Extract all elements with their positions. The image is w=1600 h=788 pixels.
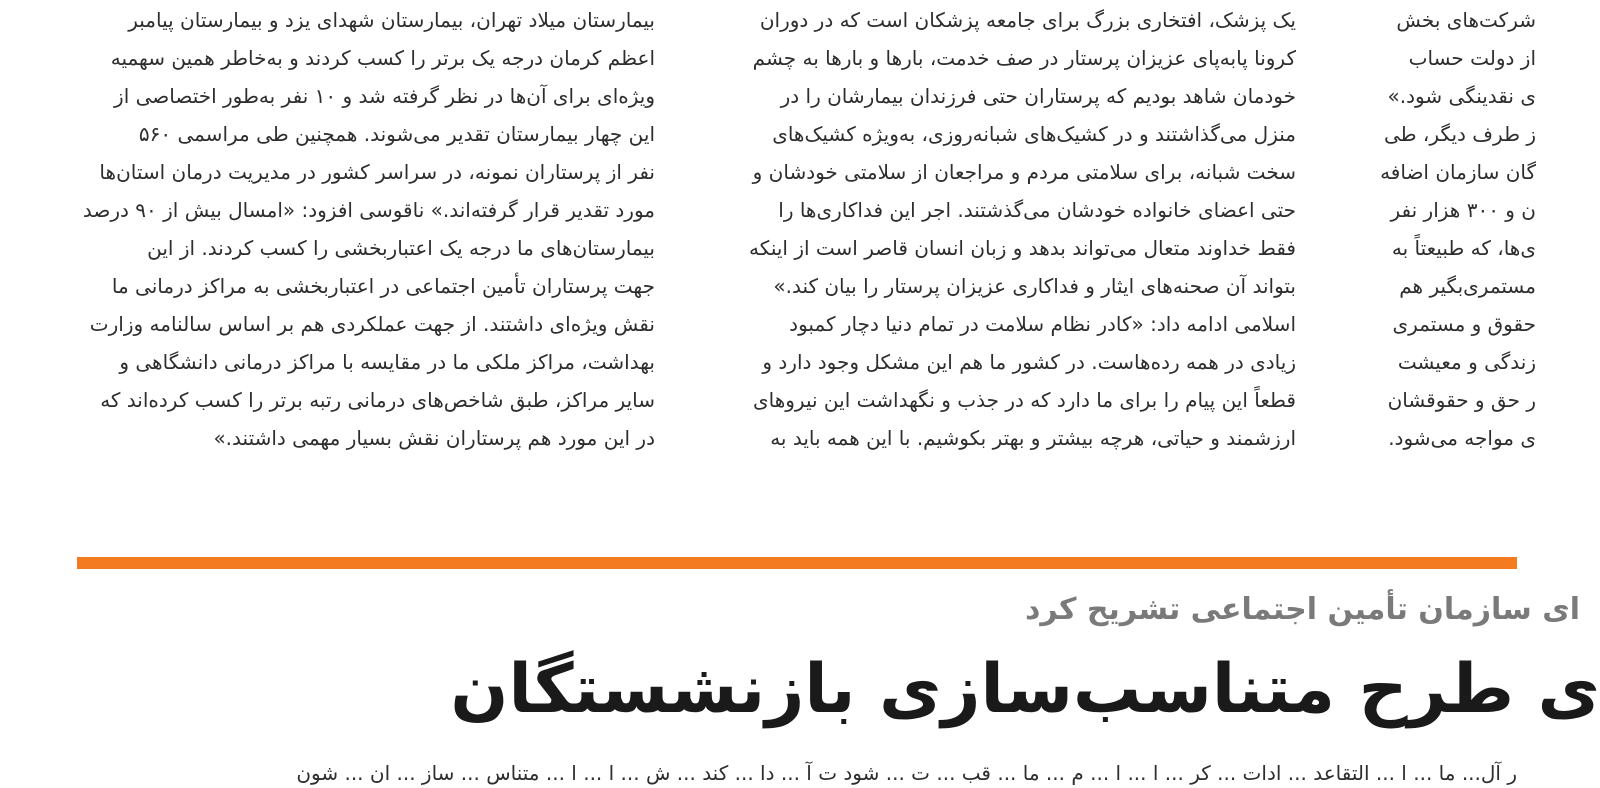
text-line: قطعاً این پیام را برای ما دارد که در جذب و نگهداشت این نیروهای	[752, 388, 1296, 412]
text-line: کرونا پابه‌پای عزیزان پرستار در صف خدمت، بارها و بارها به چشم	[752, 46, 1296, 70]
text-line: ی‌ها، که طبیعتاً به	[1391, 236, 1536, 260]
text-line: منزل می‌گذاشتند و در کشیک‌های شبانه‌روزی، به‌ویژه کشیک‌های	[772, 122, 1296, 146]
text-line: گان سازمان اضافه	[1380, 160, 1536, 184]
section-divider	[77, 557, 1517, 569]
article-left-column	[77, 0, 655, 457]
text-line: بیمارستان میلاد تهران، بیمارستان شهدای یزد و بیمارستان پیامبر	[128, 8, 655, 32]
text-line: شرکت‌های بخش	[1396, 8, 1536, 32]
text-line: سخت شبانه، برای سلامتی مردم و مراجعان از سلامتی خودشان و	[752, 160, 1296, 184]
text-line: ارزشمند و حیاتی، هرچه بیشتر و بهتر بکوشیم. با این همه باید به	[770, 426, 1296, 450]
text-line: سایر مراکز، طبق شاخص‌های درمانی رتبه برتر را کسب کرده‌اند که	[100, 388, 655, 412]
text-line: ویژه‌ای برای آن‌ها در نظر گرفته شد و ۱۰ نفر به‌طور اختصاصی از	[114, 84, 655, 108]
text-line: در این مورد هم پرستاران نقش بسیار مهمی داشتند.»	[213, 426, 655, 450]
text-line: مورد تقدیر قرار گرفته‌اند.» ناقوسی افزود: «امسال بیش از ۹۰ درصد	[82, 198, 655, 222]
text-line: مستمری‌بگیر هم	[1399, 274, 1536, 298]
text-line: از دولت حساب	[1408, 46, 1536, 70]
text-line: بیمارستان‌های ما درجه یک اعتباربخشی را کسب کردند. از این	[147, 236, 655, 260]
text-line: اسلامی ادامه داد: «کادر نظام سلامت در تمام دنیا دچار کمبود	[789, 312, 1296, 336]
text-line: فقط خداوند متعال می‌تواند بدهد و زبان انسان قاصر است از اینکه	[749, 236, 1296, 260]
text-line: ز طرف دیگر، طی	[1383, 122, 1536, 146]
text-line: حتی اعضای خانواده خودشان می‌گذشتند. اجر این فداکاری‌ها را	[778, 198, 1296, 222]
text-line: ن و ۳۰۰ هزار نفر	[1390, 198, 1536, 222]
text-line: زیادی در همه رده‌هاست. در کشور ما هم این مشکل وجود دارد و	[762, 350, 1296, 374]
text-line: اعظم کرمان درجه یک برتر را کسب کردند و به‌خاطر همین سهمیه	[110, 46, 655, 70]
text-line: نفر از پرستاران نمونه، در سراسر کشور در مدیریت درمان استان‌ها	[99, 160, 655, 184]
text-line: ی نقدینگی شود.»	[1387, 84, 1536, 108]
next-article-partial-line: ر آل... ما ... ا ... التقاعد ... ادات ... کر ... ا ... ا ... م ... ما ... قب ... ت ... شود ت آ ... دا ... کند ... ش ... ا ... ا ... متناس ... ساز ... ان ... شون	[296, 761, 1517, 785]
text-line: جهت پرستاران تأمین اجتماعی در اعتباربخشی به مراکز درمانی ما	[111, 274, 655, 298]
article-subhead: ای سازمان تأمین اجتماعی تشریح کرد	[1024, 592, 1580, 627]
text-line: ی مواجه می‌شود.	[1388, 426, 1536, 450]
text-line: نقش ویژه‌ای داشتند. از جهت عملکردی هم بر اساس سالنامه وزارت	[89, 312, 655, 336]
article-middle-column	[713, 0, 1296, 457]
article-right-column	[1336, 0, 1536, 457]
text-line: حقوق و مستمری	[1392, 312, 1536, 336]
article-headline: ی طرح متناسب‌سازی بازنشستگان	[450, 650, 1600, 729]
text-line: بتواند آن صحنه‌های ایثار و فداکاری عزیزان پرستار را بیان کند.»	[773, 274, 1296, 298]
text-line: ر حق و حقوقشان	[1387, 388, 1536, 412]
text-line: یک پزشک، افتخاری بزرگ برای جامعه پزشکان است که در دوران	[759, 8, 1296, 32]
text-line: این چهار بیمارستان تقدیر می‌شوند. همچنین طی مراسمی ۵۶۰	[138, 122, 655, 146]
text-line: بهداشت، مراکز ملکی ما در مقایسه با مراکز درمانی دانشگاهی و	[119, 350, 655, 374]
text-line: زندگی و معیشت	[1397, 350, 1536, 374]
text-line: خودمان شاهد بودیم که پرستاران حتی فرزندان بیمارشان را در	[780, 84, 1296, 108]
